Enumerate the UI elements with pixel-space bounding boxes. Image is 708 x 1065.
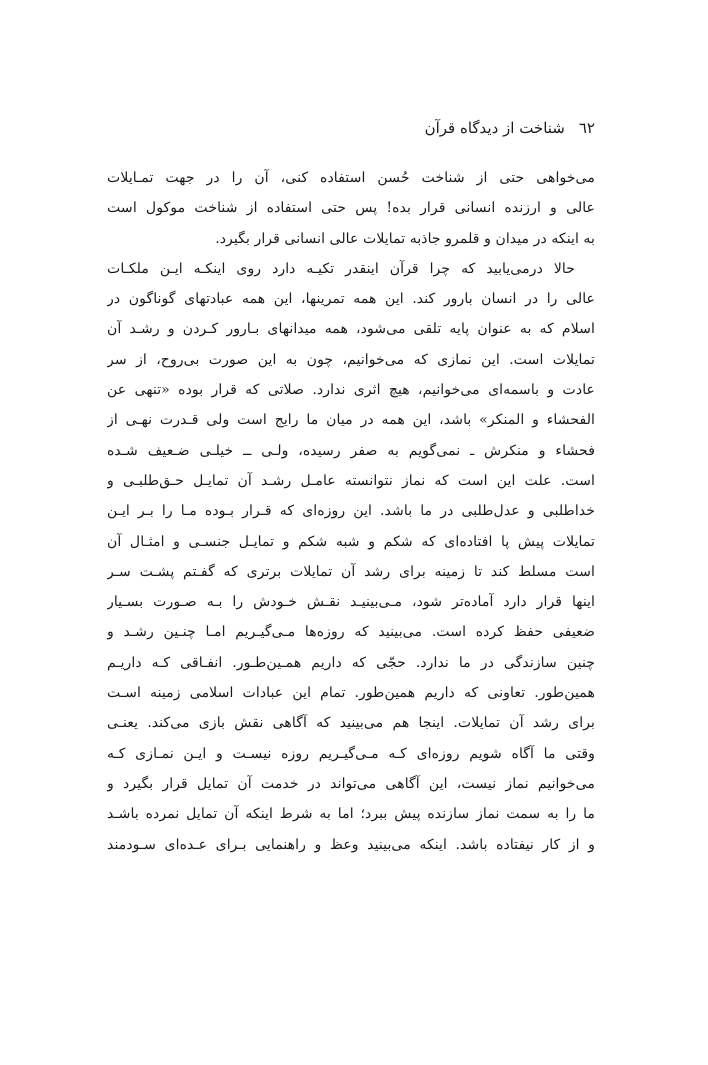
text-line: عادت و باسمه‌ای می‌خوانیم، هیچ اثری ندارد. صلاتی که قرار بوده «تنهی عن xyxy=(107,382,595,399)
text-line: عالی را در انسان بارور کند. این همه تمرینها، این همه عبادتهای گوناگون در xyxy=(107,291,595,308)
body-text xyxy=(107,163,595,860)
text-line: است مسلط کند تا زمینه برای رشد آن تمایلات برتری که گفـتم پشـت سـر xyxy=(107,563,595,580)
text-line: و از کار نیفتاده باشد. اینکه می‌بینید وعظ و راهنمایی بـرای عـده‌ای سـودمند xyxy=(107,836,595,853)
text-line: برای رشد آن تمایلات. اینجا هم می‌بینید که آگاهی نقش بازی می‌کند. یعنـی xyxy=(107,715,595,732)
text-line: فحشاء و منکرش ـ نمی‌گویم به صفر رسیده، ولـی ــ خیلـی ضـعیف شـده xyxy=(107,442,595,459)
text-line: چنین سازندگی در ما ندارد. حجّی که داریم همـین‌طـور. انفـاقی کـه داریـم xyxy=(107,654,595,671)
text-line: ما را به سمت نماز سازنده پیش ببرد؛ اما به شرط اینکه آن تمایل نمرده باشـد xyxy=(107,806,595,823)
text-line: اینها قرار دارد آماده‌تر شود، مـی‌بینیـد نقـش خـودش را بـه صـورت بسـیار xyxy=(107,594,595,611)
page-number: ٦٢ xyxy=(578,119,595,137)
running-title: شناخت از دیدگاه قرآن xyxy=(424,119,565,137)
text-line: همین‌طور. تعاونی که داریم همین‌طور. تمام این عبادات اسلامی زمینه اسـت xyxy=(107,685,595,702)
text-line: اسلام که به عنوان پایه تلقی می‌شود، همه میدانهای بـارور کـردن و رشـد آن xyxy=(107,321,595,338)
text-line: می‌خواهی حتی از شناخت حُسن استفاده کنی، آن را در جهت تمـایلات xyxy=(107,170,595,186)
text-line: تمایلات پیش پا افتاده‌ای که شکم و شبه شکم و تمایـل جنسـی و امثـال آن xyxy=(107,533,595,550)
text-line: خداطلبی و عدل‌طلبی در ما باشد. این روزه‌ای که قـرار بـوده مـا را بـر ایـن xyxy=(107,503,595,520)
text-line: حالا درمی‌یابید که چرا قرآن اینقدر تکیـه دارد روی اینکـه ایـن ملکـات xyxy=(107,260,575,277)
text-line: می‌خوانیم نماز نیست، این آگاهی می‌تواند در خدمت آن تمایل قرار بگیرد و xyxy=(107,775,595,792)
text-line: ضعیفی حفظ کرده است. می‌بینید که روزه‌ها مـی‌گیـریم امـا چنـین رشـد و xyxy=(107,624,595,641)
text-line: به اینکه در میدان و قلمرو جاذبه تمایلات عالی انسانی قرار بگیرد. xyxy=(215,230,595,247)
text-line: وقتی ما آگاه شویم روزه‌ای کـه مـی‌گیـریم روزه نیسـت و ایـن نمـازی کـه xyxy=(107,745,595,762)
text-line: الفحشاء و المنکر» باشد، این همه در میان ما رایج است ولی قـدرت نهـی از xyxy=(107,412,595,429)
running-header xyxy=(425,118,595,138)
text-line: عالی و ارزنده انسانی قرار بده! پس حتی استفاده از شناخت موکول است xyxy=(107,200,595,217)
text-line: است. علت این است که نماز نتوانسته عامـل رشـد آن تمایـل حـق‌طلبـی و xyxy=(107,472,595,489)
text-line: تمایلات است. این نمازی که می‌خوانیم، چون به این صورت بی‌روح، از سر xyxy=(107,351,595,368)
